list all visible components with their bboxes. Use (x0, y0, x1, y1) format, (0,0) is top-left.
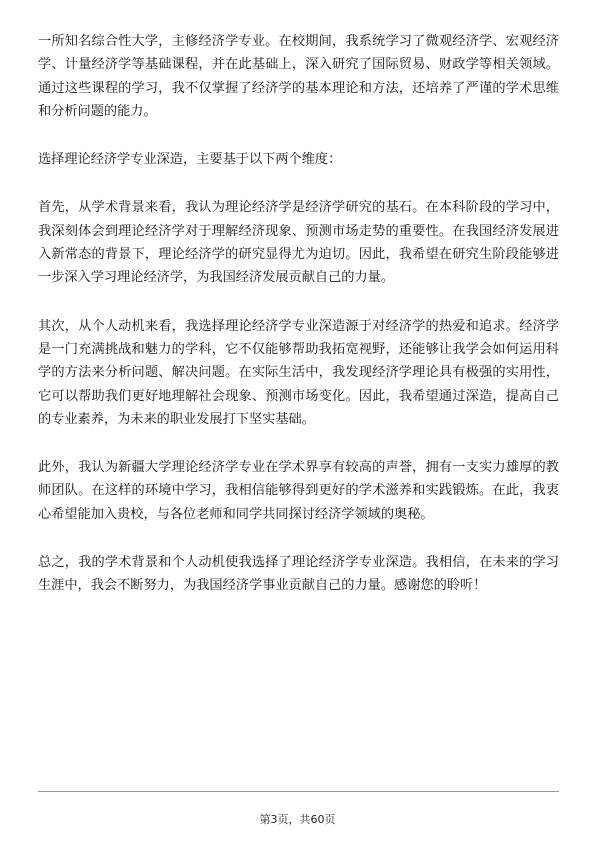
paragraph-conclusion: 总之，我的学术背景和个人动机使我选择了理论经济学专业深造。我相信，在未来的学习生涯中，我会不断努力，为我国经济学事业贡献自己的力量。感谢您的聆听！ (38, 555, 559, 594)
paragraph-academic-background: 一所知名综合性大学，主修经济学专业。在校期间，我系统学习了微观经济学、宏观经济学、计量经济学等基础课程，并在此基础上，深入研究了国际贸易、财政学等相关领域。通过这些课程的学习，我不仅掌握了经济学的基本理论和方法，还培养了严谨的学术思维和分析问题的能力。 (38, 34, 559, 119)
footer-divider (38, 791, 559, 792)
document-body (38, 30, 559, 598)
paragraph-university-reason: 此外，我认为新疆大学理论经济学专业在学术界享有较高的声誉，拥有一支实力雄厚的教师团队。在这样的环境中学习，我相信能够得到更好的学术滋养和实践锻炼。在此，我衷心希望能加入贵校，与各位老师和同学共同探讨经济学领域的奥秘。 (38, 460, 559, 522)
page-number: 第3页，共60页 (259, 813, 336, 826)
paragraph-choice-intro: 选择理论经济学专业深造，主要基于以下两个维度： (38, 152, 342, 168)
paragraph-second-reason: 其次，从个人动机来看，我选择理论经济学专业深造源于对经济学的热爱和追求。经济学是一门充满挑战和魅力的学科，它不仅能够帮助我拓宽视野，还能够让我学会如何运用科学的方法来分析问题、解决问题。在实际生活中，我发现经济学理论具有极强的实用性，它可以帮助我们更好地理解社会现象、预测市场变化。因此，我希望通过深造，提高自己的专业素养，为未来的职业发展打下坚实基础。 (38, 318, 559, 427)
paragraph-first-reason: 首先，从学术背景来看，我认为理论经济学是经济学研究的基石。在本科阶段的学习中，我深刻体会到理论经济学对于理解经济现象、预测市场走势的重要性。在我国经济发展进入新常态的背景下，理论经济学的研究显得尤为迫切。因此，我希望在研究生阶段能够进一步深入学习理论经济学，为我国经济发展贡献自己的力量。 (38, 200, 559, 286)
